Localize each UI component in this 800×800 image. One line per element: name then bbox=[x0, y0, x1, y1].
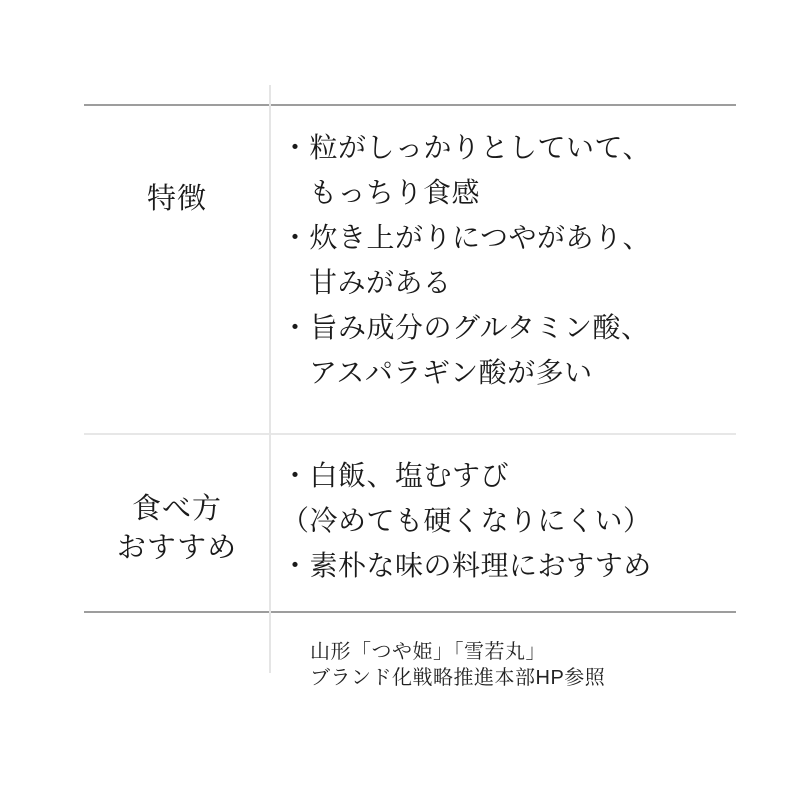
source-note-line-2: ブランド化戦略推進本部HP参照 bbox=[310, 667, 606, 689]
feature-line-5: ・旨み成分のグルタミン酸、 bbox=[281, 312, 650, 343]
table-column-divider bbox=[269, 85, 271, 673]
source-note-line-1: 山形「つや姫」「雪若丸」 bbox=[310, 641, 546, 663]
row-header-features bbox=[84, 180, 270, 219]
row-header-eating-line-2: おすすめ bbox=[116, 532, 238, 564]
table-top-rule bbox=[84, 104, 736, 106]
row-header-features-text: 特徴 bbox=[146, 183, 207, 215]
feature-line-1: ・粒がしっかりとしていて、 bbox=[281, 132, 651, 163]
eating-line-2: （冷めても硬くなりにくい） bbox=[281, 505, 652, 536]
eating-cell bbox=[281, 453, 741, 588]
row-header-eating-line-1: 食べ方 bbox=[131, 493, 222, 525]
features-cell bbox=[281, 125, 741, 395]
feature-line-2: もっちり食感 bbox=[309, 177, 481, 208]
table-middle-rule bbox=[84, 433, 736, 435]
eating-line-1: ・白飯、塩むすび bbox=[281, 460, 510, 491]
feature-line-6: アスパラギン酸が多い bbox=[309, 357, 593, 388]
feature-line-3: ・炊き上がりにつやがあり、 bbox=[281, 222, 651, 253]
source-note bbox=[310, 639, 605, 691]
eating-line-3: ・素朴な味の料理におすすめ bbox=[281, 550, 652, 581]
table-bottom-rule bbox=[84, 611, 736, 613]
feature-line-4: 甘みがある bbox=[309, 267, 452, 298]
row-header-eating bbox=[84, 490, 270, 568]
